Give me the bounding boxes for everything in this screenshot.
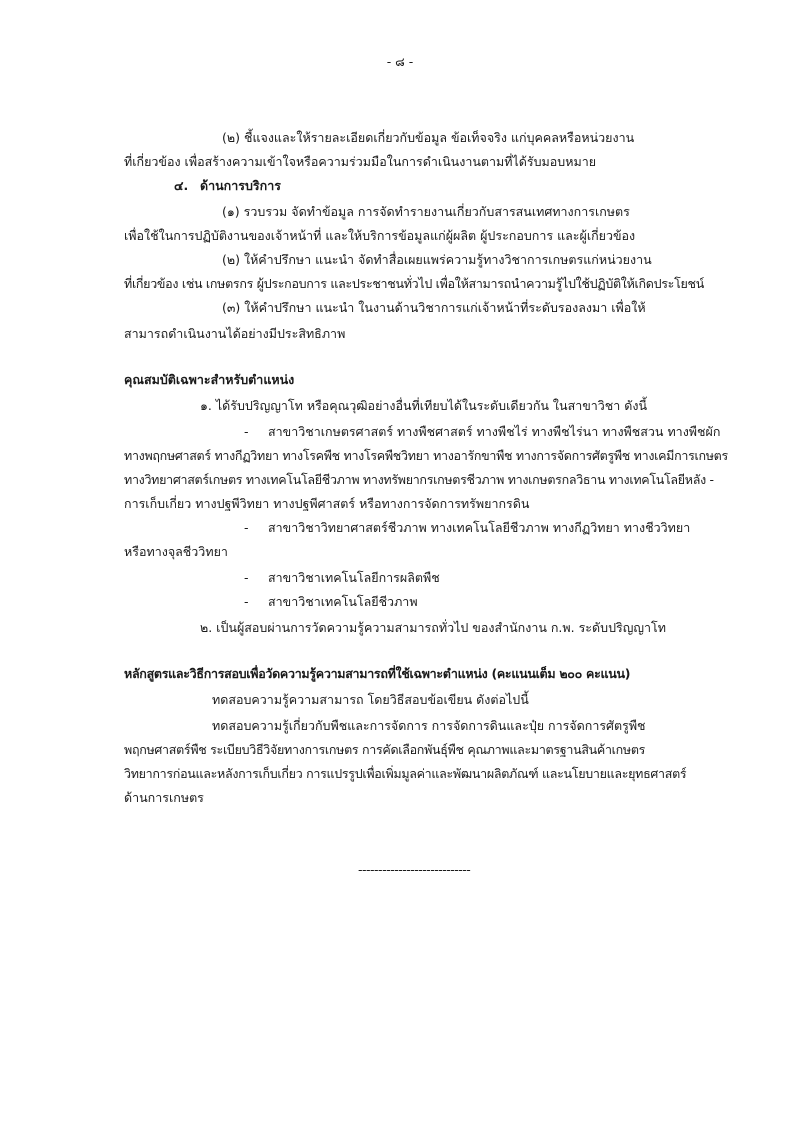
paragraph-line: สาขาวิชาวิทยาศาสตร์ชีวภาพ ทางเทคโนโลยีชีวภาพ ทางกีฏวิทยา ทางชีววิทยา	[268, 520, 691, 535]
paragraph-line: (๒) ให้คำปรึกษา แนะนำ จัดทำสื่อเผยแพร่ความรู้ทางวิชาการเกษตรแก่หน่วยงาน	[222, 252, 652, 267]
paragraph-line: หรือทางจุลชีววิทยา	[124, 544, 228, 559]
section-heading: คุณสมบัติเฉพาะสำหรับตำแหน่ง	[124, 372, 295, 387]
bullet: -	[244, 594, 249, 609]
section-heading: หลักสูตรและวิธีการสอบเพื่อวัดความรู้ความสามารถที่ใช้เฉพาะตำแหน่ง (คะแนนเต็ม ๒๐๐ คะแนน)	[124, 666, 631, 681]
paragraph-line: (๑) รวบรวม จัดทำข้อมูล การจัดทำรายงานเกี่ยวกับสารสนเทศทางการเกษตร	[222, 204, 630, 219]
bullet: -	[244, 424, 249, 439]
paragraph-line: ๒. เป็นผู้สอบผ่านการวัดความรู้ความสามารถทั่วไป ของสำนักงาน ก.พ. ระดับปริญญาโท	[200, 620, 666, 635]
paragraph-line: สาขาวิชาเทคโนโลยีชีวภาพ	[268, 594, 418, 609]
paragraph-line: วิทยาการก่อนและหลังการเก็บเกี่ยว การแปรรูปเพื่อเพิ่มมูลค่าและพัฒนาผลิตภัณฑ์ และนโยบายและยุทธศาสตร์	[124, 766, 687, 781]
paragraph-line: ที่เกี่ยวข้อง เช่น เกษตรกร ผู้ประกอบการ และประชาชนทั่วไป เพื่อให้สามารถนำความรู้ไปใช้ปฏิบัติให้เกิดประโยชน์	[124, 276, 704, 291]
paragraph-line: ทางวิทยาศาสตร์เกษตร ทางเทคโนโลยีชีวภาพ ทางทรัพยากรเกษตรชีวภาพ ทางเกษตรกลวิธาน ทางเทคโนโลยีหลัง -	[124, 472, 714, 487]
paragraph-line: (๒) ชี้แจงและให้รายละเอียดเกี่ยวกับข้อมูล ข้อเท็จจริง แก่บุคคลหรือหน่วยงาน	[222, 130, 635, 145]
paragraph-line: ที่เกี่ยวข้อง เพื่อสร้างความเข้าใจหรือความร่วมมือในการดำเนินงานตามที่ได้รับมอบหมาย	[124, 154, 597, 169]
end-separator: ----------------------------	[358, 862, 471, 877]
section-title: ด้านการบริการ	[200, 178, 281, 193]
paragraph-line: เพื่อใช้ในการปฏิบัติงานของเจ้าหน้าที่ และให้บริการข้อมูลแก่ผู้ผลิต ผู้ประกอบการ และผู้เกี่ยวข้อง	[124, 228, 636, 243]
bullet: -	[244, 570, 249, 585]
paragraph-line: พฤกษศาสตร์พืช ระเบียบวิธีวิจัยทางการเกษตร การคัดเลือกพันธุ์พืช คุณภาพและมาตรฐานสินค้าเกษตร	[124, 742, 646, 757]
paragraph-line: สาขาวิชาเทคโนโลยีการผลิตพืช	[268, 570, 440, 585]
paragraph-line: ทางพฤกษศาสตร์ ทางกีฏวิทยา ทางโรคพืช ทางโรคพืชวิทยา ทางอารักขาพืช ทางการจัดการศัตรูพืช ทางเคมีการเกษตร	[124, 448, 728, 463]
bullet: -	[244, 520, 249, 535]
page-number: - ๘ -	[386, 54, 414, 69]
paragraph-line: สามารถดำเนินงานได้อย่างมีประสิทธิภาพ	[124, 326, 346, 341]
paragraph-line: ทดสอบความรู้ความสามารถ โดยวิธีสอบข้อเขียน ดังต่อไปนี้	[212, 692, 529, 707]
paragraph-line: ด้านการเกษตร	[124, 790, 204, 805]
paragraph-line: ๑. ได้รับปริญญาโท หรือคุณวุฒิอย่างอื่นที่เทียบได้ในระดับเดียวกัน ในสาขาวิชา ดังนี้	[200, 398, 648, 413]
paragraph-line: ทดสอบความรู้เกี่ยวกับพืชและการจัดการ การจัดการดินและปุ๋ย การจัดการศัตรูพืช	[212, 718, 646, 733]
section-number: ๔.	[174, 178, 189, 193]
paragraph-line: การเก็บเกี่ยว ทางปฐพีวิทยา ทางปฐพีศาสตร์ หรือทางการจัดการทรัพยากรดิน	[124, 496, 530, 511]
paragraph-line: (๓) ให้คำปรึกษา แนะนำ ในงานด้านวิชาการแก่เจ้าหน้าที่ระดับรองลงมา เพื่อให้	[222, 300, 646, 315]
paragraph-line: สาขาวิชาเกษตรศาสตร์ ทางพืชศาสตร์ ทางพืชไร่ ทางพืชไร่นา ทางพืชสวน ทางพืชผัก	[268, 424, 721, 439]
